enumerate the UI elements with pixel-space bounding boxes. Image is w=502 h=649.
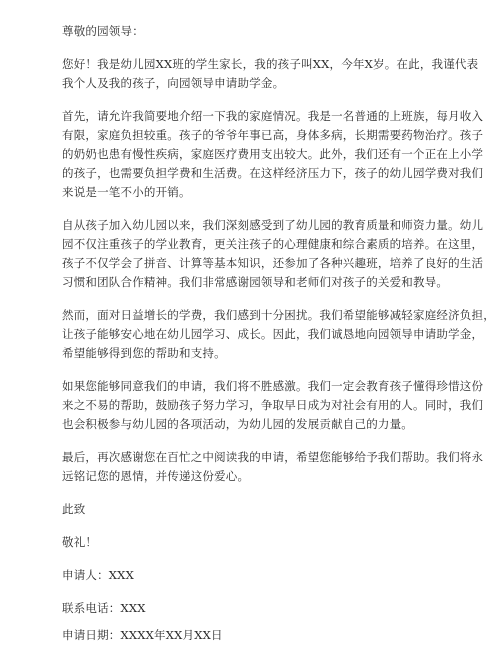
salutation: 尊敬的园领导： [62,24,144,38]
paragraph-3-line-2: 园不仅注重孩子的学业教育，更关注孩子的心理健康和综合素质的培养。在这里， [62,237,484,251]
closing-jingli: 敬礼！ [62,535,98,549]
paragraph-3-line-1: 自从孩子加入幼儿园以来，我们深刻感受到了幼儿园的教育质量和师资力量。幼儿 [62,218,484,232]
paragraph-4-line-3: 希望能够得到您的帮助和支持。 [62,346,226,360]
paragraph-3-line-3: 孩子不仅学会了拼音、计算等基本知识，还参加了各种兴趣班，培养了良好的生活 [62,256,484,270]
paragraph-5-line-3: 也会积极参与幼儿园的各项活动，为幼儿园的发展贡献自己的力量。 [62,417,413,431]
paragraph-1-line-2: 我个人及我的孩子，向园领导申请助学金。 [62,76,285,90]
paragraph-3-line-4: 习惯和团队合作精神。我们非常感谢园领导和老师们对孩子的关爱和教导。 [62,275,449,289]
date-line: 申请日期：XXXX年XX月XX日 [62,628,223,642]
paragraph-2-line-4: 的孩子，也需要负担学费和生活费。在这样经济压力下，孩子的幼儿园学费对我们 [62,166,484,180]
paragraph-2-line-2: 有限，家庭负担较重。孩子的爷爷年事已高，身体多病，长期需要药物治疗。孩子 [62,128,484,142]
paragraph-6-line-1: 最后，再次感谢您在百忙之中阅读我的申请，希望您能够给予我们帮助。我们将永 [62,450,484,464]
closing-cizhi: 此致 [62,502,86,516]
paragraph-6-line-2: 远铭记您的恩情，并传递这份爱心。 [62,469,250,483]
paragraph-4-line-1: 然而，面对日益增长的学费，我们感到十分困扰。我们希望能够减轻家庭经济负担， [62,308,495,322]
applicant-line: 申请人：XXX [62,568,134,582]
paragraph-2-line-5: 来说是一笔不小的开销。 [62,185,191,199]
paragraph-5-line-2: 来之不易的帮助，鼓励孩子努力学习，争取早日成为对社会有用的人。同时，我们 [62,398,484,412]
paragraph-5-line-1: 如果您能够同意我们的申请，我们将不胜感激。我们一定会教育孩子懂得珍惜这份 [62,379,484,393]
paragraph-4-line-2: 让孩子能够安心地在幼儿园学习、成长。因此，我们诚恳地向园领导申请助学金， [62,327,484,341]
paragraph-1-line-1: 您好！我是幼儿园XX班的学生家长，我的孩子叫XX，今年X岁。在此，我谨代表 [62,57,479,71]
paragraph-2-line-3: 的奶奶也患有慢性疾病，家庭医疗费用支出较大。此外，我们还有一个正在上小学 [62,147,484,161]
paragraph-2-line-1: 首先，请允许我简要地介绍一下我的家庭情况。我是一名普通的上班族，每月收入 [62,109,484,123]
phone-line: 联系电话：XXX [62,601,146,615]
